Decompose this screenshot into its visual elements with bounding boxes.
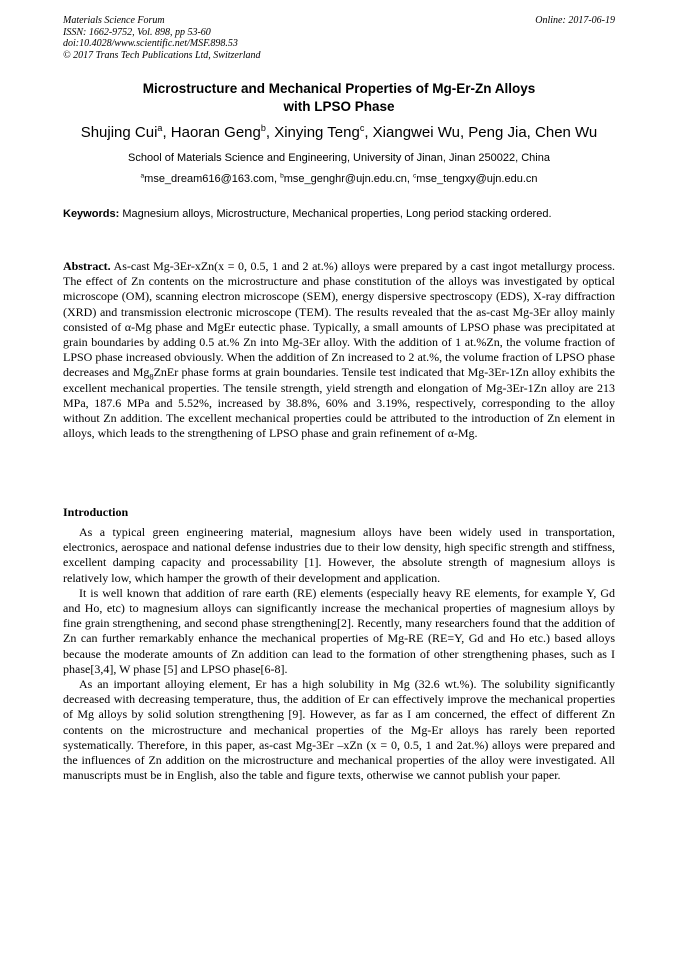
doi-line: doi:10.4028/www.scientific.net/MSF.898.53 bbox=[63, 38, 238, 49]
keywords-text: Magnesium alloys, Microstructure, Mechanical properties, Long period stacking ordered. bbox=[122, 208, 552, 220]
online-date: Online: 2017-06-19 bbox=[535, 15, 615, 26]
author: Xiangwei Wu bbox=[372, 124, 460, 141]
introduction-body bbox=[63, 525, 615, 783]
author: Xinying Teng bbox=[274, 124, 360, 141]
title-line-2: with LPSO Phase bbox=[283, 99, 395, 114]
abstract-subscript: 8 bbox=[149, 372, 154, 382]
email-address[interactable]: mse_tengxy@ujn.edu.cn bbox=[416, 173, 538, 185]
issn-line: ISSN: 1662-9752, Vol. 898, pp 53-60 bbox=[63, 26, 211, 38]
intro-paragraph: It is well known that addition of rare earth (RE) elements (especially heavy RE elements, for example Y, Gd and Ho, etc) to magnesium alloys can significantly increase the mechanical properties of magnesium alloys by fine grain strengthening, and second phase strengthening[2]. Recently, many researchers found that the addition of Zn can further remarkably enhance the mechanical properties of Mg-RE (RE=Y, Gd and Ho etc.) based alloys because the moderate amounts of Zn addition can lead to the formation of other strengthening phases, such as I phase[3,4], W phase [5] and LPSO phase[6-8]. bbox=[63, 585, 615, 676]
author: Haoran Geng bbox=[170, 124, 261, 141]
author: Peng Jia bbox=[468, 124, 527, 141]
email-mark: c bbox=[412, 172, 417, 180]
author-affil-mark: c bbox=[359, 123, 365, 133]
email-mark: a bbox=[140, 172, 145, 180]
email-mark: b bbox=[280, 172, 284, 180]
affiliation: School of Materials Science and Engineering, University of Jinan, Jinan 250022, China bbox=[128, 152, 550, 164]
abstract-label: Abstract. bbox=[63, 259, 111, 273]
introduction-heading: Introduction bbox=[63, 505, 129, 519]
abstract-text-1: As-cast Mg-3Er-xZn(x = 0, 0.5, 1 and 2 at.%) alloys were prepared by a cast ingot metallurgy process. The effect of Zn contents on the microstructure and phase constitution of the alloys was investigated by optical microscope (OM), scanning electron microscope (SEM), energy dispersive spectroscopy (EDS), X-ray diffraction (XRD) and transmission electronic microscope (TEM). The results revealed that the as-cast Mg-3Er alloy mainly consisted of α-Mg phase and MgEr eutectic phase. Typically, a small amounts of LPSO phase was precipitated at grain boundaries by adding 0.5 at.% Zn into Mg-3Er alloy. With the addition of 1 at.%Zn, the volume fraction of LPSO phase increased obviously. When the addition of Zn increased to 2 at.%, the volume fraction of LPSO phase decreases and Mg bbox=[63, 259, 615, 380]
intro-paragraph: As an important alloying element, Er has a high solubility in Mg (32.6 wt.%). The solubility significantly decreased with decreasing temperature, thus, the addition of Er can effectively improve the mechanical properties of Mg alloys by solid solution strengthening [9]. However, as far as I am concerned, the effect of different Zn contents on the microstructure and mechanical properties of the Mg-Er alloys has rarely been reported systematically. Therefore, in this paper, as-cast Mg-3Er –xZn (x = 0, 0.5, 1 and 2at.%) alloys were prepared and the influences of Zn addition on the microstructure and mechanical properties of the alloy were investigated. All manuscripts must be in English, also the table and figure texts, otherwise we cannot publish your paper. bbox=[63, 677, 615, 783]
abstract-text-2: ZnEr phase forms at grain boundaries. Tensile test indicated that Mg-3Er-1Zn alloy exhibits the excellent mechanical properties. The tensile strength, yield strength and elongation of Mg-3Er-1Zn alloy are 213 MPa, 187.6 MPa and 5.52%, increased by 38.8%, 60% and 3.19%, respectively, corresponding to the alloy without Zn addition. The excellent mechanical properties could be attributed to the introduction of Zn element in alloys, which leads to the strengthening of LPSO phase and grain refinement of α-Mg. bbox=[63, 365, 616, 441]
email-list: $^a$mse_dream616@163.com, $^b$mse_genghr@ujn.edu.cn, $^c$mse_tengxy@ujn.edu.cn bbox=[140, 172, 538, 185]
paper-title bbox=[63, 80, 615, 116]
intro-paragraph: As a typical green engineering material, magnesium alloys have been widely used in transportation, electronics, aerospace and national defense industries due to their low density, high specific strength and stiffness, excellent damping capacity and processability [1]. However, the absolute strength of magnesium alloys is relatively low, which hamper the growth of their development and application. bbox=[63, 525, 615, 585]
keywords bbox=[63, 207, 615, 222]
journal-header bbox=[63, 15, 393, 61]
keywords-label: Keywords: bbox=[63, 208, 120, 220]
author: Shujing Cui bbox=[80, 124, 158, 141]
email-address[interactable]: mse_dream616@163.com bbox=[144, 173, 274, 185]
author: Chen Wu bbox=[535, 124, 598, 141]
title-line-1: Microstructure and Mechanical Properties of Mg-Er-Zn Alloys bbox=[142, 81, 536, 96]
abstract bbox=[63, 259, 615, 441]
author-list: Shujing Cui$^a$, Haoran Geng$^b$, Xinying Teng$^c$, Xiangwei Wu, Peng Jia, Chen Wu bbox=[80, 123, 598, 141]
journal-name: Materials Science Forum bbox=[63, 15, 165, 26]
email-address[interactable]: mse_genghr@ujn.edu.cn bbox=[283, 173, 407, 185]
author-affil-mark: b bbox=[260, 123, 266, 133]
copyright-line: © 2017 Trans Tech Publications Ltd, Switzerland bbox=[63, 49, 261, 61]
author-affil-mark: a bbox=[157, 123, 163, 133]
